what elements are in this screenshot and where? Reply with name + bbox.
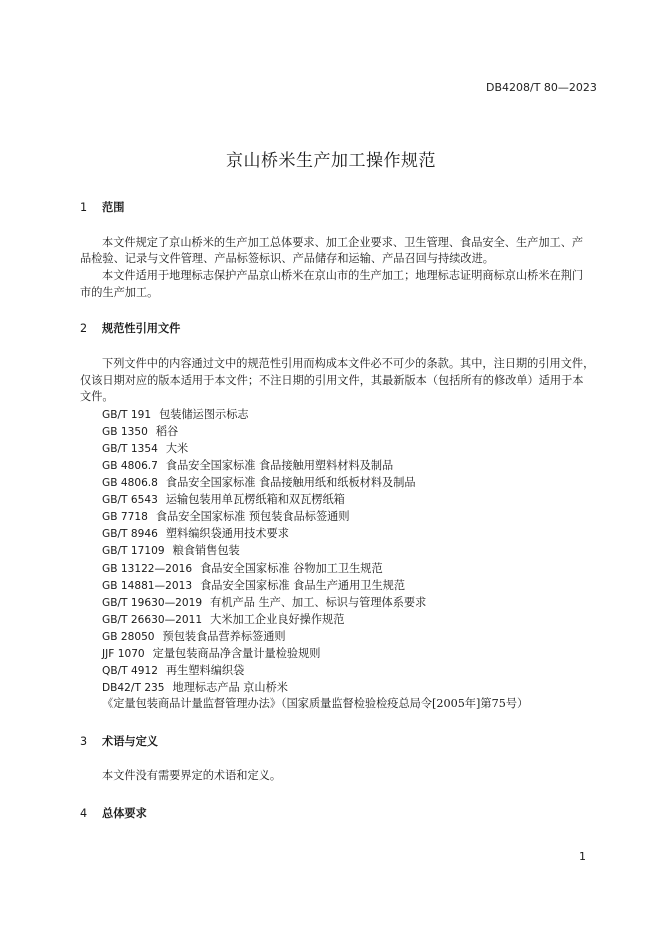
- section-2-intro-line-3: 文件。: [80, 390, 114, 403]
- section-3-para: 本文件没有需要界定的术语和定义。: [102, 769, 282, 782]
- reference-item: [102, 611, 344, 627]
- reference-code: GB 7718: [102, 511, 148, 523]
- regulation-reference: 《定量包装商品计量监督管理办法》（国家质量监督检验检疫总局令[2005年]第75号）: [102, 697, 529, 710]
- section-3-title: 术语与定义: [102, 735, 158, 748]
- reference-name: 粮食销售包装: [172, 544, 240, 557]
- reference-item: [102, 560, 383, 576]
- reference-item: [102, 474, 416, 490]
- reference-name: 地理标志产品 京山桥米: [172, 681, 288, 694]
- reference-name: 食品安全国家标准 食品接触用塑料材料及制品: [165, 459, 394, 472]
- reference-name: 再生塑料编织袋: [165, 664, 245, 677]
- section-2-title: 规范性引用文件: [102, 322, 181, 335]
- reference-code: GB/T 26630—2011: [102, 614, 203, 626]
- reference-code: QB/T 4912: [102, 665, 158, 677]
- reference-item: [102, 628, 286, 644]
- section-1-heading: [80, 199, 124, 215]
- reference-code: GB/T 191: [102, 409, 152, 421]
- reference-name: 预包装食品营养标签通则: [162, 630, 286, 643]
- reference-name: 定量包装商品净含量计量检验规则: [152, 647, 321, 660]
- reference-name: 食品安全国家标准 食品接触用纸和纸板材料及制品: [165, 476, 416, 489]
- reference-item: [102, 542, 240, 558]
- reference-name: 食品安全国家标准 预包装食品标签通则: [155, 510, 350, 523]
- section-2-intro-line-2: 仅该日期对应的版本适用于本文件；不注日期的引用文件，其最新版本（包括所有的修改单）适用于本: [80, 374, 584, 387]
- reference-item: [102, 645, 321, 661]
- reference-name: 大米: [165, 442, 189, 455]
- reference-code: GB 4806.7: [102, 460, 158, 472]
- section-2-number: 2: [80, 322, 88, 335]
- section-1-para-2-line-2: 市的生产加工。: [80, 286, 159, 299]
- reference-item: [102, 594, 426, 610]
- reference-name: 包装储运图示标志: [159, 408, 249, 421]
- reference-code: GB/T 6543: [102, 494, 158, 506]
- reference-code: JJF 1070: [102, 648, 145, 660]
- section-1-number: 1: [80, 201, 88, 214]
- reference-code: GB 13122—2016: [102, 563, 193, 575]
- section-1-title: 范围: [102, 201, 125, 214]
- reference-name: 食品安全国家标准 食品生产通用卫生规范: [200, 579, 406, 592]
- reference-item: [102, 577, 405, 593]
- section-1-para-2-line-1: 本文件适用于地理标志保护产品京山桥米在京山市的生产加工；地理标志证明商标京山桥米在荆门: [102, 269, 584, 282]
- reference-name: 食品安全国家标准 谷物加工卫生规范: [200, 562, 383, 575]
- reference-item: [102, 406, 249, 422]
- reference-item: [102, 662, 244, 678]
- reference-name: 塑料编织袋通用技术要求: [165, 527, 289, 540]
- section-4-heading: [80, 805, 147, 821]
- section-2-heading: [80, 320, 180, 336]
- reference-code: GB/T 1354: [102, 443, 158, 455]
- reference-item: [102, 457, 393, 473]
- reference-item: [102, 679, 288, 695]
- reference-code: GB/T 17109: [102, 545, 165, 557]
- reference-name: 稻谷: [155, 425, 179, 438]
- document-title: 京山桥米生产加工操作规范: [226, 151, 436, 171]
- section-4-number: 4: [80, 807, 88, 820]
- section-4-title: 总体要求: [102, 807, 147, 820]
- reference-code: GB/T 8946: [102, 528, 158, 540]
- reference-item: [102, 508, 350, 524]
- reference-code: DB42/T 235: [102, 682, 165, 694]
- reference-item: [102, 525, 289, 541]
- reference-name: 大米加工企业良好操作规范: [210, 613, 345, 626]
- page-number: 1: [579, 850, 586, 863]
- section-3-heading: [80, 733, 158, 749]
- section-1-para-1-line-1: 本文件规定了京山桥米的生产加工总体要求、加工企业要求、卫生管理、食品安全、生产加工、产: [102, 236, 584, 249]
- reference-item: [102, 491, 345, 507]
- standard-code: DB4208/T 80—2023: [486, 81, 597, 94]
- reference-code: GB 1350: [102, 426, 148, 438]
- reference-name: 有机产品 生产、加工、标识与管理体系要求: [210, 596, 427, 609]
- reference-code: GB 14881—2013: [102, 580, 193, 592]
- section-2-intro-line-1: 下列文件中的内容通过文中的规范性引用而构成本文件必不可少的条款。其中，注日期的引用文件，: [102, 357, 595, 370]
- reference-code: GB 4806.8: [102, 477, 158, 489]
- reference-code: GB 28050: [102, 631, 155, 643]
- section-3-number: 3: [80, 735, 88, 748]
- reference-name: 运输包装用单瓦楞纸箱和双瓦楞纸箱: [165, 493, 345, 506]
- reference-item: [102, 440, 188, 456]
- reference-code: GB/T 19630—2019: [102, 597, 203, 609]
- section-1-para-1-line-2: 品检验、记录与文件管理、产品标签标识、产品储存和运输、产品召回与持续改进。: [80, 252, 494, 265]
- reference-item: [102, 423, 178, 439]
